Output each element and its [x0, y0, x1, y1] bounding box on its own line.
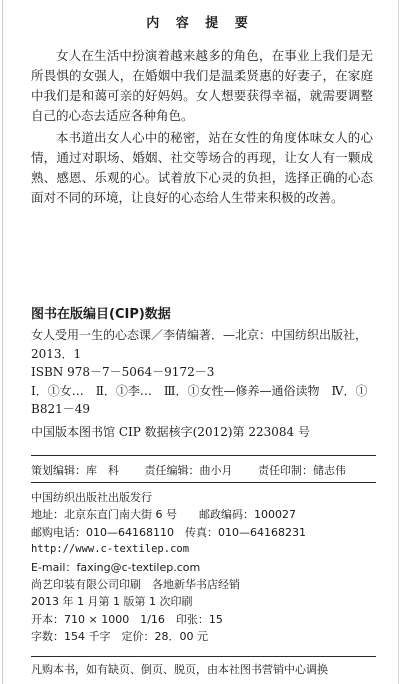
printer-info: 尚艺印装有限公司印刷 各地新华书店经销 — [31, 578, 240, 592]
divider-middle — [31, 482, 376, 483]
summary-heading: 内 容 提 要 — [146, 16, 254, 31]
cip-line-catalog-number: 中国版本图书馆 CIP 数据核字(2012)第 223084 号 — [31, 424, 310, 439]
print-supervisor: 责任印制：储志伟 — [258, 464, 346, 477]
summary-paragraph-2: 本书道出女人心中的秘密，站在女性的角度体味女人的心情，通过对职场、婚姻、社交等场合的再现，让女人有一颗成熟、感恩、乐观的心。试着放下心灵的负担，选择正确的心态面对不同的环境，让良好的心态给人生带来积极的改善。 — [31, 130, 373, 205]
address: 地址：北京东直门南大街 6 号 邮政编码：100027 — [31, 508, 296, 522]
editorial-credits — [31, 462, 376, 478]
format-info: 开本：710 × 1000 1/16 印张：15 — [31, 612, 223, 626]
cip-line-subjects: Ⅰ．①女… Ⅱ．①李… Ⅲ．①女性—修养—通俗读物 Ⅳ．① — [31, 383, 368, 398]
cip-record — [31, 326, 376, 441]
page-edge-left — [2, 0, 3, 684]
publisher: 中国纺织出版社出版发行 — [31, 491, 152, 504]
page-edge-right — [398, 0, 399, 684]
planning-editor: 策划编辑：库 科 — [31, 464, 119, 477]
responsible-editor: 责任编辑：曲小月 — [144, 464, 233, 477]
replacement-notice: 凡购本书，如有缺页、倒页、脱页，由本社图书营销中心调换 — [31, 663, 328, 676]
cip-line-isbn: ISBN 978－7－5064－9172－3 — [31, 365, 215, 379]
phone-fax: 邮购电话：010—64168110 传真：010—64168231 — [31, 525, 306, 539]
divider-bottom — [31, 656, 376, 657]
cip-heading: 图书在版编目(CIP)数据 — [31, 307, 171, 322]
email-link[interactable]: E-mail：faxing@c-textilep.com — [31, 560, 201, 574]
publishing-info — [31, 489, 376, 646]
summary-paragraph-1: 女人在生活中扮演着越来越多的角色，在事业上我们是无所畏惧的女强人，在婚姻中我们是温柔贤惠的好妻子，在家庭中我们是和蔼可亲的好妈妈。女人想要获得幸福，就需要调整自己的心态去适应各种角色。 — [31, 48, 373, 123]
edition-info: 2013 年 1 月第 1 版第 1 次印刷 — [31, 595, 193, 609]
wordcount-price: 字数：154 千字 定价：28．00 元 — [31, 630, 208, 644]
website-link[interactable]: http://www.c-textilep.com — [31, 543, 190, 556]
cip-line-classification: B821－49 — [31, 402, 90, 416]
divider-top — [31, 455, 376, 456]
cip-line-title: 女人受用一生的心态课／李倩编著．—北京：中国纺织出版社， — [31, 328, 368, 342]
cip-line-date: 2013．1 — [31, 346, 82, 361]
